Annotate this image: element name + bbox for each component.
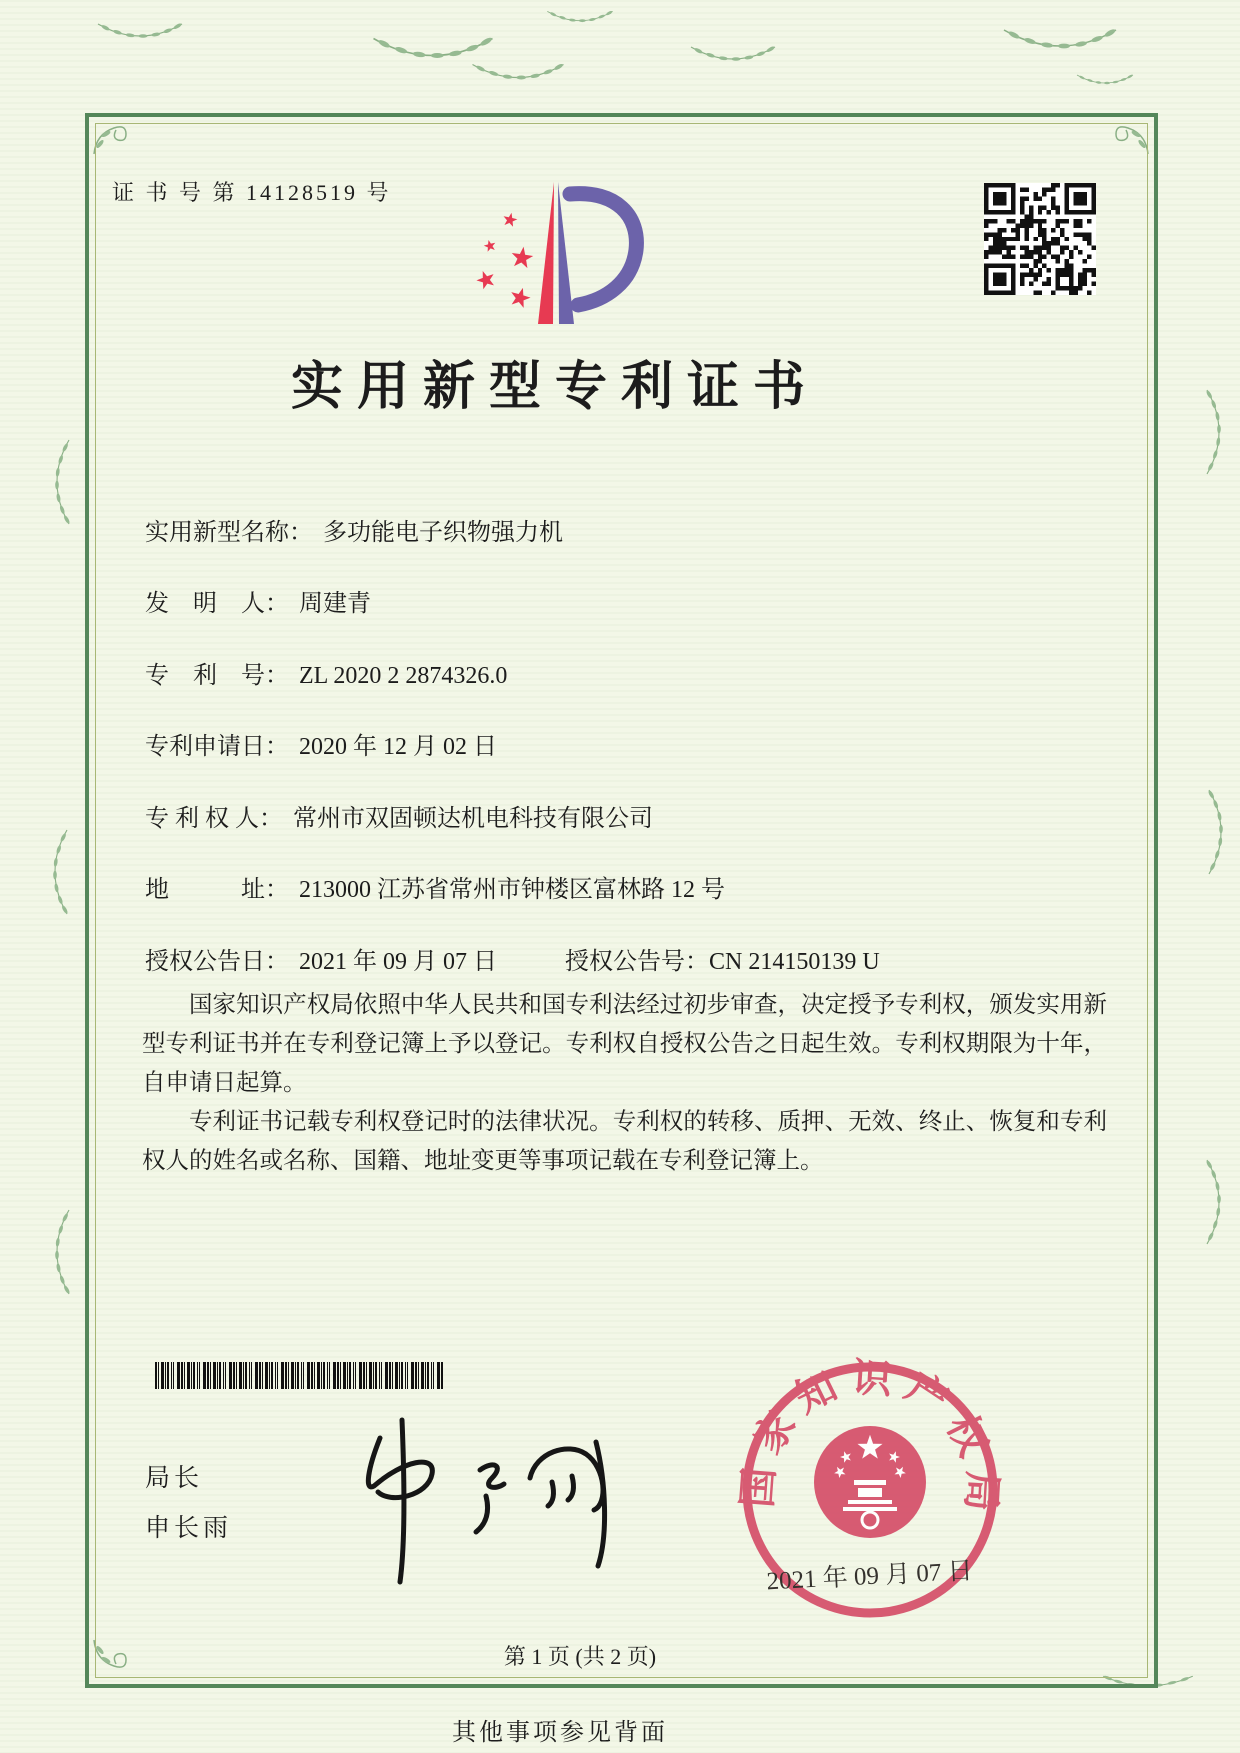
garland-ornament <box>468 58 568 84</box>
field-value: 2021 年 09 月 07 日 <box>299 949 497 975</box>
field-value: 常州市双固顿达机电科技有限公司 <box>293 806 653 832</box>
legal-paragraph-1: 国家知识产权局依照中华人民共和国专利法经过初步审查，决定授予专利权，颁发实用新型专利证书并在专利登记簿上予以登记。专利权自授权公告之日起生效。专利权期限为十年，自申请日起算。 <box>142 992 1107 1096</box>
field-value: CN 214150139 U <box>709 949 880 975</box>
certificate-title: 实用新型专利证书 <box>290 359 819 416</box>
legal-paragraph-2: 专利证书记载专利权登记时的法律状况。专利权的转移、质押、无效、终止、恢复和专利权人的姓名或名称、国籍、地址变更等事项记载在专利登记簿上。 <box>142 1109 1107 1174</box>
field-grant-date <box>145 941 497 976</box>
garland-ornament <box>688 40 778 66</box>
field-inventor <box>145 583 371 618</box>
field-label: 授权公告号： <box>565 949 709 975</box>
field-label: 发 明 人： <box>145 591 289 617</box>
official-seal <box>732 1352 1008 1628</box>
field-utility-model-name <box>145 512 563 547</box>
field-label: 专 利 权 人： <box>145 806 283 832</box>
field-value: 多功能电子织物强力机 <box>323 520 563 546</box>
field-filing-date <box>145 726 497 761</box>
garland-ornament <box>49 827 73 917</box>
qr-code <box>984 182 1096 296</box>
field-patent-number <box>145 655 507 690</box>
commissioner-signature <box>320 1408 610 1588</box>
field-grant-number <box>565 941 880 976</box>
field-value: 周建青 <box>299 591 371 617</box>
back-side-note: 其他事项参见背面 <box>452 1720 668 1746</box>
field-value: 2020 年 12 月 02 日 <box>299 734 497 760</box>
seal-text: 国家知识产权局 <box>734 1354 1006 1524</box>
field-address <box>145 869 725 904</box>
garland-ornament <box>545 6 615 26</box>
page-number: 第 1 页 (共 2 页) <box>503 1644 657 1669</box>
barcode <box>155 1362 447 1389</box>
legal-text <box>142 986 1107 1181</box>
national-emblem <box>814 1426 926 1538</box>
field-label: 地 址： <box>145 877 289 903</box>
field-label: 授权公告日： <box>145 949 289 975</box>
garland-ornament <box>1201 387 1225 477</box>
garland-ornament <box>95 18 185 42</box>
garland-ornament <box>1203 787 1227 877</box>
seal-date: 2021 年 09 月 07 日 <box>765 1557 974 1596</box>
field-patentee <box>145 798 653 833</box>
logo-stars <box>474 211 534 309</box>
logo-cone <box>538 182 574 324</box>
field-value: 213000 江苏省常州市钟楼区富林路 12 号 <box>299 877 725 903</box>
certificate-number: 证 书 号 第 14128519 号 <box>112 180 392 205</box>
garland-ornament <box>1201 1157 1225 1247</box>
garland-ornament <box>1075 70 1135 88</box>
field-value: ZL 2020 2 2874326.0 <box>299 663 508 689</box>
garland-ornament <box>51 437 75 527</box>
field-label: 专利申请日： <box>145 734 289 760</box>
garland-ornament <box>51 1207 75 1297</box>
commissioner-title: 局长 <box>145 1465 204 1492</box>
logo-swoosh <box>570 194 636 305</box>
commissioner-name: 申长雨 <box>145 1515 233 1542</box>
field-label: 实用新型名称： <box>145 520 313 546</box>
field-label: 专 利 号： <box>145 663 289 689</box>
cnipa-logo <box>458 172 653 330</box>
garland-ornament <box>1000 22 1120 54</box>
